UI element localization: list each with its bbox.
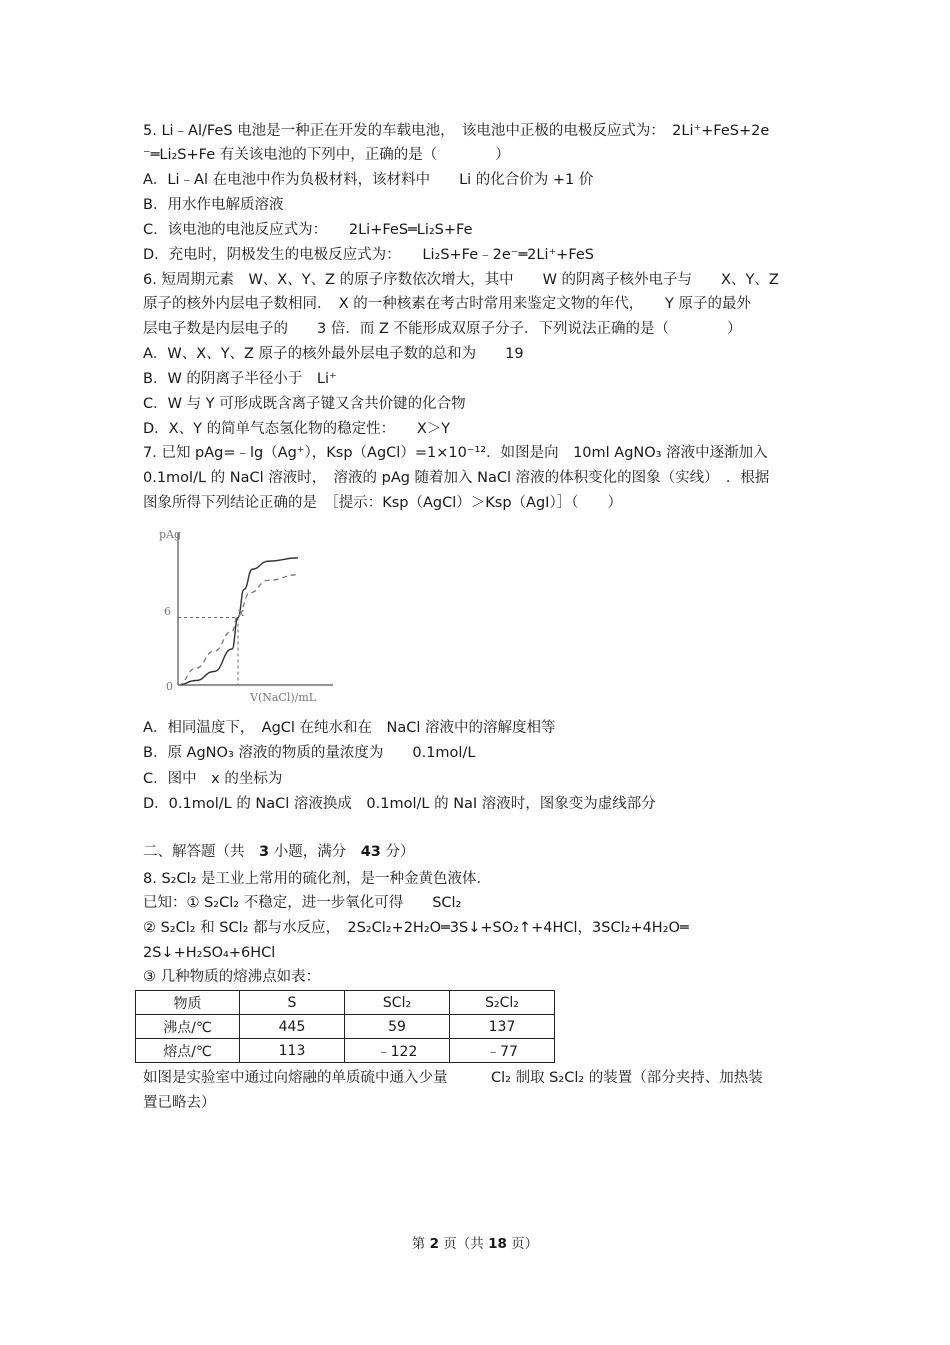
q6-option-c: C．W 与 Y 可形成既含离子键又含共价键的化合物 [143, 396, 466, 412]
table-cell: 113 [240, 1039, 345, 1063]
q8-stem-line1: 8. S₂Cl₂ 是工业上常用的硫化剂，是一种金黄色液体． [143, 871, 492, 887]
q7-stem-line1: 7. 已知 pAg=﹣lg（Ag⁺），Ksp（AgCl）=1×10⁻¹²．如图是向 10ml AgNO₃ 溶液中逐渐加入 [143, 445, 768, 461]
q7-stem-line2: 0.1mol/L 的 NaCl 溶液时， 溶液的 pAg 随着加入 NaCl 溶液的体积变化的图象（实线） ．根据 [143, 470, 770, 486]
q6-option-a: A．W、X、Y、Z 原子的核外最外层电子数的总和为 19 [143, 346, 524, 362]
q6-stem-line2: 原子的核外内层电子数相同． X 的一种核素在考古时常用来鉴定文物的年代， Y 原子的最外 [143, 296, 752, 312]
q7-stem-line3: 图象所得下列结论正确的是 ［提示：Ksp（AgCl）＞Ksp（AgI）］（ ） [143, 495, 622, 511]
q6-stem-line3: 层电子数是内层电子的 3 倍．而 Z 不能形成双原子分子．下列说法正确的是（ ） [143, 321, 742, 337]
table-cell: 熔点/℃ [136, 1039, 240, 1063]
table-header-cell: S₂Cl₂ [450, 991, 555, 1015]
table-header-cell: SCl₂ [345, 991, 450, 1015]
q7-option-d: D．0.1mol/L 的 NaCl 溶液换成 0.1mol/L 的 NaI 溶液时，图象变为虚线部分 [143, 796, 656, 812]
q6-stem-line1: 6. 短周期元素 W、X、Y、Z 的原子序数依次增大，其中 W 的阴离子核外电子与 X、Y、Z [143, 272, 779, 288]
table-header-cell: S [240, 991, 345, 1015]
table-row [136, 1039, 555, 1063]
page-footer: 第 2 页（共 18 页） [411, 1236, 539, 1252]
pag-chart [158, 525, 338, 710]
q8-after-table-line1: 如图是实验室中通过向熔融的单质硫中通入少量 Cl₂ 制取 S₂Cl₂ 的装置（部分夹持、加热装 [143, 1070, 763, 1086]
q7-option-c: C．图中 x 的坐标为 [143, 771, 283, 787]
q6-option-b: B．W 的阴离子半径小于 Li⁺ [143, 371, 337, 387]
q5-option-a: A．Li﹣Al 在电池中作为负极材料，该材料中 Li 的化合价为 +1 价 [143, 172, 594, 188]
x-axis-label: V(NaCl)/mL [250, 691, 317, 704]
table-cell: 445 [240, 1015, 345, 1039]
q8-after-table-line2: 置已略去） [143, 1095, 216, 1111]
q8-known-2: ② S₂Cl₂ 和 SCl₂ 都与水反应， 2S₂Cl₂+2H₂O═3S↓+SO₂↑+4HCl，3SCl₂+4H₂O═ [143, 920, 689, 936]
q7-option-b: B．原 AgNO₃ 溶液的物质的量浓度为 0.1mol/L [143, 745, 476, 761]
q8-known-2-cont: 2S↓+H₂SO₄+6HCl [143, 945, 276, 961]
q7-option-a: A．相同温度下， AgCl 在纯水和在 NaCl 溶液中的溶解度相等 [143, 720, 556, 736]
point-x-label: x [238, 606, 245, 619]
section-2-title: 二、解答题（共 3 小题，满分 43 分） [143, 844, 415, 860]
melting-boiling-table [135, 990, 555, 1063]
table-header-row [136, 991, 555, 1015]
q8-known-3: ③ 几种物质的熔沸点如表： [143, 969, 321, 985]
q5-option-c: C．该电池的电池反应式为： 2Li+FeS═Li₂S+Fe [143, 222, 473, 238]
y-tick-6: 6 [164, 605, 171, 618]
origin-label: 0 [166, 680, 173, 693]
table-row [136, 1015, 555, 1039]
q5-option-d: D．充电时，阴极发生的电极反应式为： Li₂S+Fe﹣2e⁻═2Li⁺+FeS [143, 247, 594, 263]
table-cell: ﹣122 [345, 1039, 450, 1063]
q6-option-d: D．X、Y 的简单气态氢化物的稳定性： X＞Y [143, 421, 451, 437]
table-cell: 沸点/℃ [136, 1015, 240, 1039]
table-cell: 137 [450, 1015, 555, 1039]
chart-axes [178, 533, 333, 685]
q5-stem-line1: 5. Li﹣Al/FeS 电池是一种正在开发的车载电池， 该电池中正极的电极反应式为： 2Li⁺+FeS+2e [143, 123, 770, 139]
q5-stem-line2: ⁻═Li₂S+Fe 有关该电池的下列中，正确的是（ ） [143, 147, 510, 163]
q8-known-1: 已知：① S₂Cl₂ 不稳定，进一步氧化可得 SCl₂ [143, 895, 462, 911]
q5-option-b: B．用水作电解质溶液 [143, 197, 284, 213]
table-header-cell: 物质 [136, 991, 240, 1015]
y-axis-label: pAg [159, 528, 182, 541]
table-cell: ﹣77 [450, 1039, 555, 1063]
table-cell: 59 [345, 1015, 450, 1039]
